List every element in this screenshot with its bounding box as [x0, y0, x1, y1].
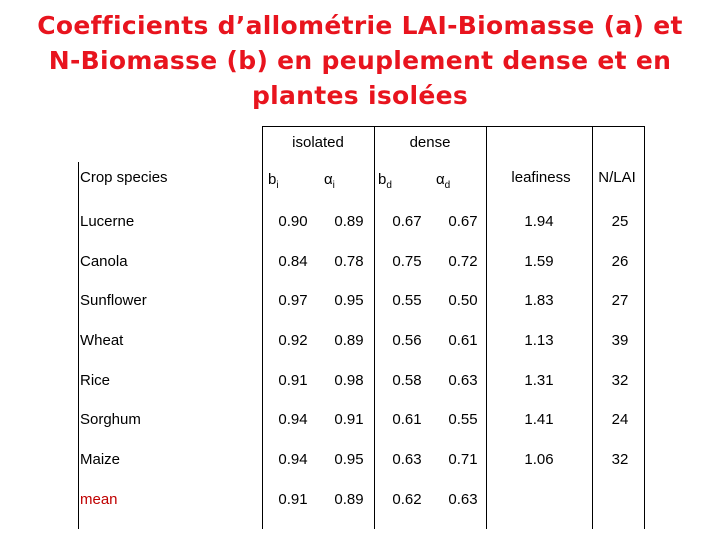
cell-leafiness: 1.06 [524, 451, 554, 468]
cell-alpha-dense: 0.71 [448, 451, 478, 468]
row-species: Sorghum [80, 411, 141, 428]
row-species: Wheat [80, 332, 124, 349]
cell-alpha-isolated: 0.98 [334, 372, 364, 389]
header-alpha-isolated-base: α [324, 171, 333, 188]
cell-alpha-dense: 0.63 [448, 372, 478, 389]
cell-b-dense: 0.55 [392, 292, 422, 309]
cell-n-lai: 26 [611, 253, 629, 270]
header-isolated: isolated [292, 134, 344, 151]
cell-leafiness: 1.94 [524, 213, 554, 230]
cell-b-isolated: 0.84 [278, 253, 308, 270]
cell-n-lai: 32 [611, 451, 629, 468]
cell-b-dense: 0.58 [392, 372, 422, 389]
header-n-lai: N/LAI [598, 169, 636, 186]
header-b-dense-base: b [378, 171, 387, 188]
title-line-3: plantes isolées [251, 81, 469, 110]
header-dense: dense [409, 134, 451, 151]
cell-alpha-isolated: 0.78 [334, 253, 364, 270]
header-b-isolated-sub: i [276, 180, 279, 191]
cell-leafiness: 1.13 [524, 332, 554, 349]
slide-title [0, 8, 720, 113]
header-leafiness: leafiness [511, 169, 571, 186]
cell-b-dense: 0.61 [392, 411, 422, 428]
cell-leafiness: 1.31 [524, 372, 554, 389]
row-species: Lucerne [80, 213, 135, 230]
cell-alpha-dense: 0.72 [448, 253, 478, 270]
header-b-isolated-base: b [268, 171, 277, 188]
cell-n-lai: 39 [611, 332, 629, 349]
cell-alpha-dense: 0.61 [448, 332, 478, 349]
row-species: Rice [80, 372, 111, 389]
header-alpha-dense-base: α [436, 171, 445, 188]
cell-b-dense: 0.63 [392, 451, 422, 468]
header-alpha-dense-sub: d [444, 180, 451, 191]
cell-n-lai: 32 [611, 372, 629, 389]
cell-leafiness: 1.41 [524, 411, 554, 428]
row-species: Sunflower [80, 292, 147, 309]
header-b-dense-sub: d [386, 180, 392, 191]
header-crop-species: Crop species [80, 169, 168, 186]
cell-n-lai: 27 [611, 292, 629, 309]
cell-alpha-isolated: 0.95 [334, 451, 364, 468]
cell-alpha-dense: 0.55 [448, 411, 478, 428]
table-top-border [262, 126, 645, 127]
mean-alpha-isolated: 0.89 [334, 491, 364, 508]
header-alpha-isolated-sub: i [332, 180, 335, 191]
cell-n-lai: 25 [611, 213, 629, 230]
header-b-dense [378, 171, 392, 191]
mean-b-isolated: 0.91 [278, 491, 308, 508]
cell-b-isolated: 0.94 [278, 451, 308, 468]
divider-species-isolated [262, 126, 263, 529]
mean-label: mean [80, 491, 118, 508]
header-alpha-isolated [324, 171, 335, 191]
mean-b-dense: 0.62 [392, 491, 422, 508]
cell-b-isolated: 0.91 [278, 372, 308, 389]
cell-b-isolated: 0.92 [278, 332, 308, 349]
row-species: Maize [80, 451, 121, 468]
cell-alpha-dense: 0.67 [448, 213, 478, 230]
header-b-isolated [268, 171, 279, 191]
cell-leafiness: 1.83 [524, 292, 554, 309]
cell-b-dense: 0.75 [392, 253, 422, 270]
cell-b-isolated: 0.97 [278, 292, 308, 309]
title-line-2: N-Biomasse (b) en peuplement dense et en [48, 46, 672, 75]
cell-b-dense: 0.56 [392, 332, 422, 349]
cell-alpha-isolated: 0.95 [334, 292, 364, 309]
cell-alpha-isolated: 0.89 [334, 213, 364, 230]
title-line-1: Coefficients d’allométrie LAI-Biomasse (a) et [37, 11, 683, 40]
cell-b-isolated: 0.90 [278, 213, 308, 230]
header-alpha-dense [436, 171, 450, 191]
table-left-border [78, 162, 79, 529]
cell-leafiness: 1.59 [524, 253, 554, 270]
cell-alpha-dense: 0.50 [448, 292, 478, 309]
cell-alpha-isolated: 0.89 [334, 332, 364, 349]
row-species: Canola [80, 253, 128, 270]
cell-alpha-isolated: 0.91 [334, 411, 364, 428]
cell-b-dense: 0.67 [392, 213, 422, 230]
cell-b-isolated: 0.94 [278, 411, 308, 428]
cell-n-lai: 24 [611, 411, 629, 428]
mean-alpha-dense: 0.63 [448, 491, 478, 508]
